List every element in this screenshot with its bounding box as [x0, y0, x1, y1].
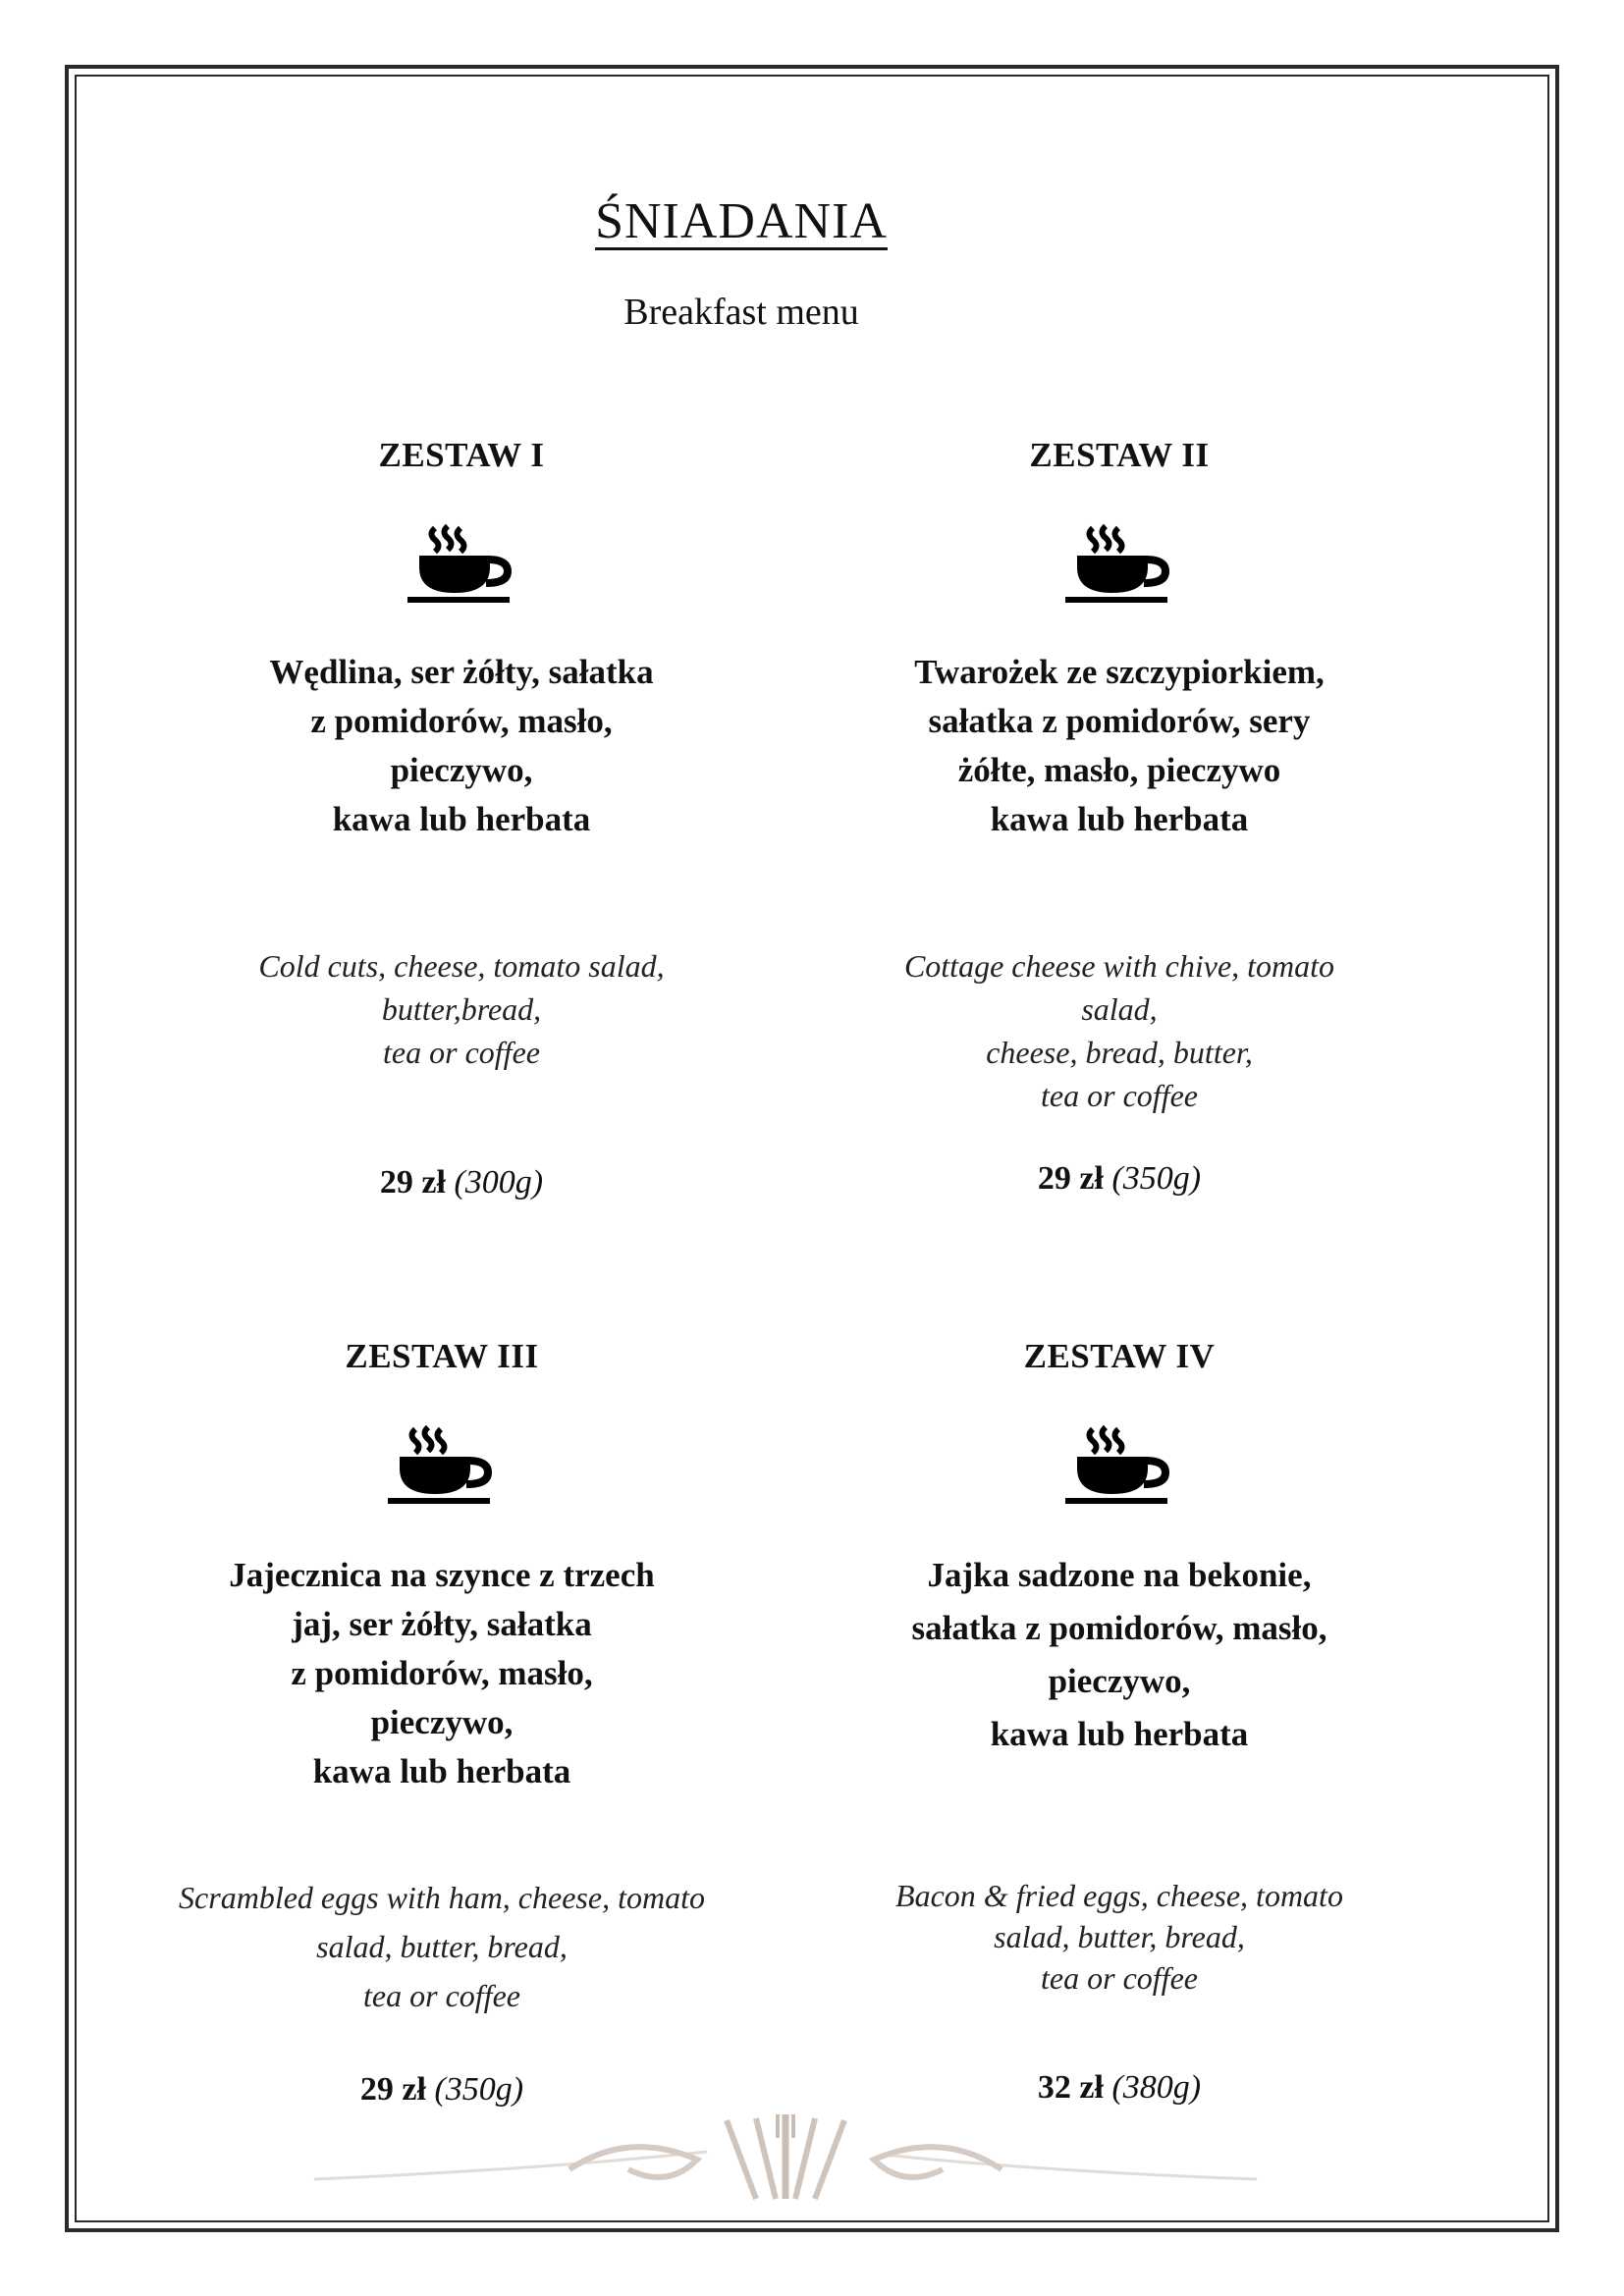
set-4 [864, 0, 1375, 2160]
set-1-title: ZESTAW I [378, 436, 545, 474]
set-3 [167, 0, 717, 2160]
set-3-price-value: 29 zł [359, 2071, 426, 2108]
set-3-weight: (350g) [434, 2071, 524, 2108]
set-3-description-en: Scrambled eggs with ham, cheese, tomato salad, butter, bread, tea or coffee [179, 1880, 705, 2013]
set-2-weight: (350g) [1111, 1160, 1202, 1197]
set-1-weight: (300g) [454, 1164, 544, 1201]
set-3-description-pl: Jajecznica na szynce z trzech jaj, ser żółty, sałatka z pomidorów, masło, pieczywo, kawa lub herbata [229, 1556, 655, 1790]
set-4-weight: (380g) [1111, 2069, 1202, 2106]
set-2-description-en: Cottage cheese with chive, tomato salad, cheese, bread, butter, tea or coffee [903, 948, 1335, 1113]
set-4-description-en: Bacon & fried eggs, cheese, tomato salad, butter, bread, tea or coffee [895, 1878, 1343, 1996]
set-4-price-value: 32 zł [1037, 2069, 1104, 2106]
set-4-title: ZESTAW IV [1023, 1337, 1216, 1375]
set-2-title: ZESTAW II [1029, 436, 1210, 474]
menu-title: ŚNIADANIA [595, 193, 888, 249]
set-1-description-en: Cold cuts, cheese, tomato salad, butter,bread, tea or coffee [258, 948, 665, 1070]
cutlery-ornament-icon [295, 2101, 1276, 2214]
menu-subtitle: Breakfast menu [623, 292, 859, 333]
set-3-title: ZESTAW III [345, 1337, 539, 1375]
set-4-description-pl: Jajka sadzone na bekonie, sałatka z pomidorów, masło, pieczywo, kawa lub herbata [911, 1556, 1327, 1753]
coffee-cup-icon [167, 1419, 717, 1510]
set-1-description-pl: Wędlina, ser żółty, sałatka z pomidorów, masło, pieczywo, kawa lub herbata [269, 653, 654, 838]
coffee-cup-icon [864, 1419, 1375, 1510]
set-2-price-value: 29 zł [1037, 1160, 1104, 1197]
set-2-description-pl: Twarożek ze szczypiorkiem, sałatka z pomidorów, sery żółte, masło, pieczywo kawa lub herbata [914, 653, 1325, 838]
set-1-price-value: 29 zł [379, 1164, 446, 1201]
